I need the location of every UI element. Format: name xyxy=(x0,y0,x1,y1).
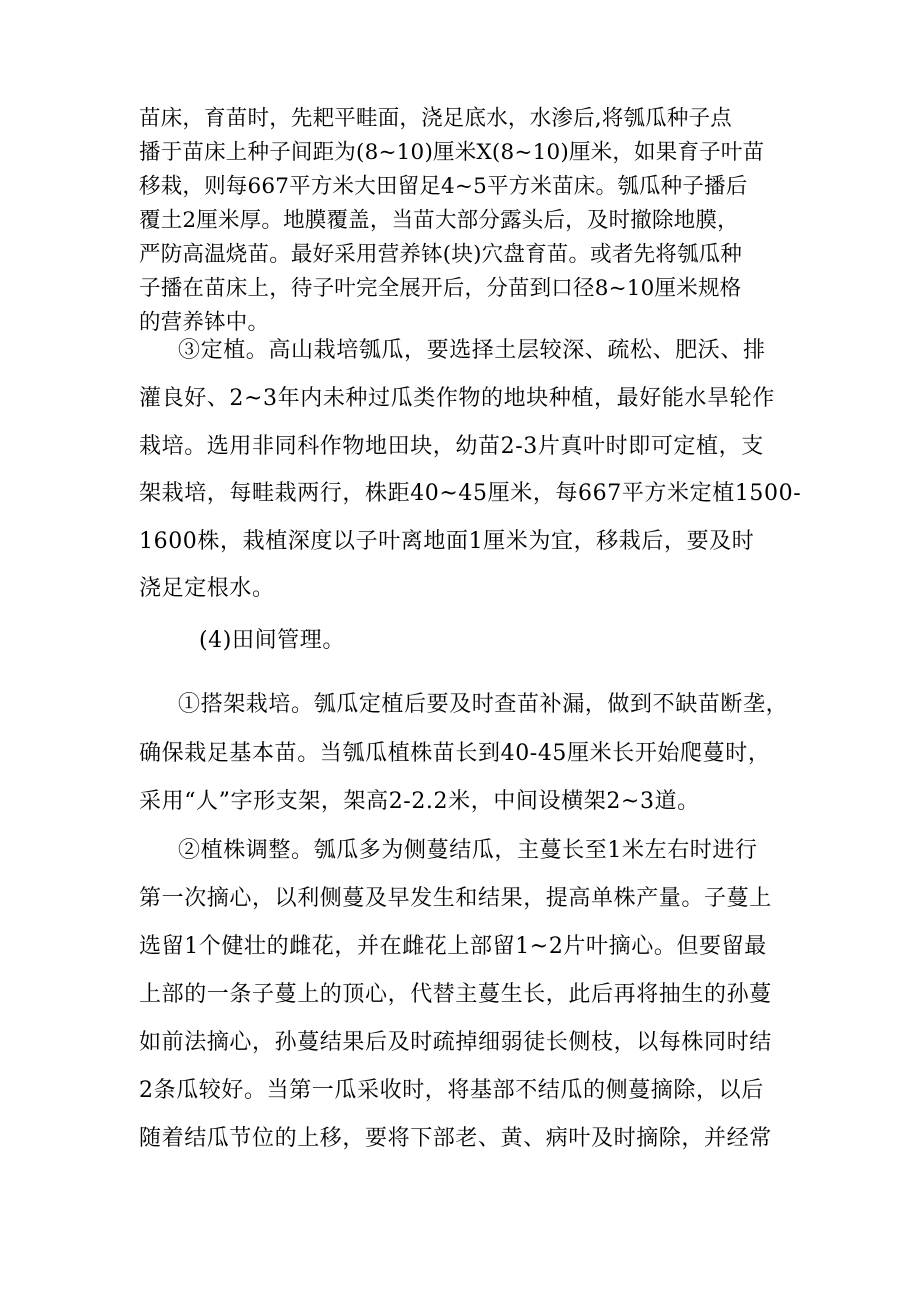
text-line: 移栽，则每667平方米大田留足4~5平方米苗床。瓠瓜种子播后 xyxy=(139,174,748,199)
text-line: 架栽培，每畦栽两行，株距40~45厘米，每667平方米定植1500- xyxy=(139,481,802,506)
text-line: 播于苗床上种子间距为(8~10)厘米X(8~10)厘米，如果育子叶苗 xyxy=(139,140,765,165)
text-line: 的营养钵中。 xyxy=(139,310,270,335)
text-line: 上部的一条子蔓上的顶心，代替主蔓生长，此后再将抽生的孙蔓 xyxy=(139,982,772,1007)
text-line: 随着结瓜节位的上移，要将下部老、黄、病叶及时摘除，并经常 xyxy=(139,1126,772,1151)
text-line: ③定植。高山栽培瓠瓜，要选择土层较深、疏松、肥沃、排 xyxy=(178,338,766,363)
text-line: 2条瓜较好。当第一瓜采收时，将基部不结瓜的侧蔓摘除，以后 xyxy=(139,1078,764,1103)
text-line: 浇足定根水。 xyxy=(139,576,275,601)
text-line: 第一次摘心，以利侧蔓及早发生和结果，提高单株产量。子蔓上 xyxy=(139,886,772,911)
text-line: 栽培。选用非同科作物地田块，幼苗2-3片真叶时即可定植，支 xyxy=(139,434,764,459)
text-line: 严防高温烧苗。最好采用营养钵(块)穴盘育苗。或者先将瓠瓜种 xyxy=(139,242,743,267)
text-line: 苗床，育苗时，先耙平畦面，浇足底水，水渗后,将瓠瓜种子点 xyxy=(139,106,732,131)
text-line: 子播在苗床上，待子叶完全展开后，分苗到口径8~10厘米规格 xyxy=(139,276,742,301)
text-line: 选留1个健壮的雌花，并在雌花上部留1~2片叶摘心。但要留最 xyxy=(139,934,767,959)
section-heading: (4)田间管理。 xyxy=(199,628,345,653)
text-line: ①搭架栽培。瓠瓜定植后要及时查苗补漏，做到不缺苗断垄， xyxy=(178,692,789,717)
text-line: ②植株调整。瓠瓜多为侧蔓结瓜，主蔓长至1米左右时进行 xyxy=(178,838,758,863)
text-line: 确保栽足基本苗。当瓠瓜植株苗长到40-45厘米长开始爬蔓时， xyxy=(139,741,771,766)
text-line: 覆土2厘米厚。地膜覆盖，当苗大部分露头后，及时撤除地膜， xyxy=(139,208,739,233)
text-line: 灌良好、2~3年内未种过瓜类作物的地块种植，最好能水旱轮作 xyxy=(139,386,775,411)
text-line: 采用“人”字形支架，架高2-2.2米，中间设横架2~3道。 xyxy=(139,789,700,814)
text-line: 1600株，栽植深度以子叶离地面1厘米为宜，移栽后，要及时 xyxy=(139,529,755,554)
text-line: 如前法摘心，孙蔓结果后及时疏掉细弱徒长侧枝，以每株同时结 xyxy=(139,1030,772,1055)
